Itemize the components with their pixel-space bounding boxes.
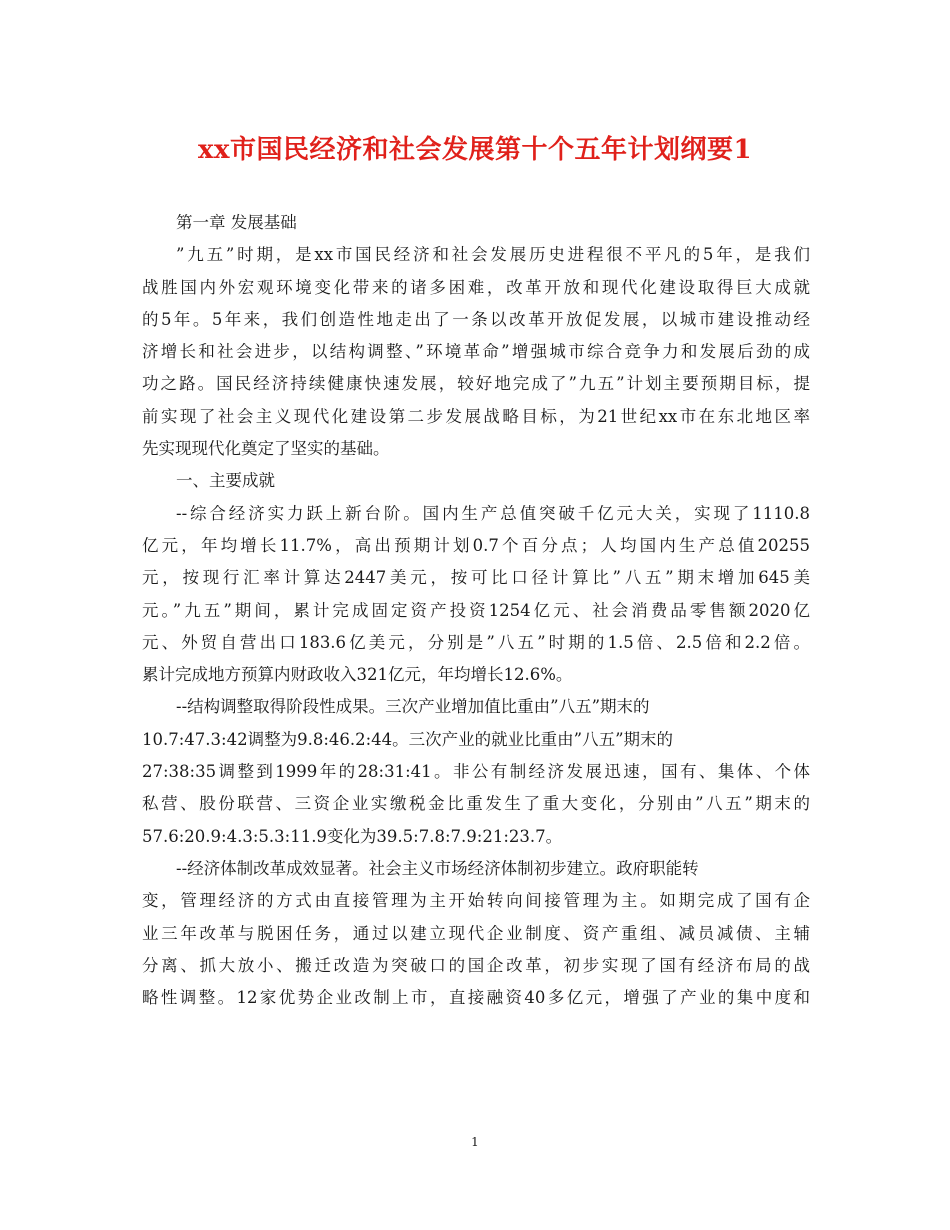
text-line: 元。”九五”期间，累计完成固定资产投资1254亿元、社会消费品零售额2020亿	[142, 600, 810, 620]
text-line: 前实现了社会主义现代化建设第二步发展战略目标，为21世纪xx市在东北地区率	[142, 406, 810, 426]
text-line: --经济体制改革成效显著。社会主义市场经济体制初步建立。政府职能转	[176, 858, 699, 878]
text-line: 业三年改革与脱困任务，通过以建立现代企业制度、资产重组、减员减债、主辅	[142, 923, 810, 943]
text-line: 济增长和社会进步，以结构调整、”环境革命”增强城市综合竞争力和发展后劲的成	[142, 342, 810, 362]
text-line: 57.6:20.9:4.3:5.3:11.9变化为39.5:7.8:7.9:21:23.7。	[142, 826, 563, 846]
text-line: 27:38:35调整到1999年的28:31:41。非公有制经济发展迅速，国有、集体、个体	[142, 762, 810, 782]
text-line: 10.7:47.3:42调整为9.8:46.2:44。三次产业的就业比重由”八五”期末的	[142, 729, 674, 749]
text-line: 私营、股份联营、三资企业实缴税金比重发生了重大变化，分别由”八五”期末的	[142, 794, 810, 814]
text-line: 先实现现代化奠定了坚实的基础。	[142, 439, 390, 459]
text-line: 元、外贸自营出口183.6亿美元，分别是”八五”时期的1.5倍、2.5倍和2.2倍。	[142, 632, 811, 652]
text-line: 战胜国内外宏观环境变化带来的诸多困难，改革开放和现代化建设取得巨大成就	[142, 277, 810, 297]
text-line: 略性调整。12家优势企业改制上市，直接融资40多亿元，增强了产业的集中度和	[142, 988, 810, 1008]
text-line: 元，按现行汇率计算达2447美元，按可比口径计算比”八五”期末增加645美	[142, 568, 810, 588]
text-line: 累计完成地方预算内财政收入321亿元，年均增长12.6%。	[142, 665, 573, 685]
text-line: 变，管理经济的方式由直接管理为主开始转向间接管理为主。如期完成了国有企	[142, 891, 810, 911]
page-number: 1	[471, 1135, 479, 1149]
text-line: 一、主要成就	[176, 471, 275, 491]
text-line: 功之路。国民经济持续健康快速发展，较好地完成了”九五”计划主要预期目标，提	[142, 374, 810, 394]
text-line: ”九五”时期，是xx市国民经济和社会发展历史进程很不平凡的5年，是我们	[176, 245, 810, 265]
document-body	[142, 207, 810, 1014]
text-line: 的5年。5年来，我们创造性地走出了一条以改革开放促发展，以城市建设推动经	[142, 309, 810, 329]
document-title: xx市国民经济和社会发展第十个五年计划纲要1	[197, 135, 753, 165]
text-line: --综合经济实力跃上新台阶。国内生产总值突破千亿元大关，实现了1110.8	[176, 503, 810, 523]
text-line: 第一章 发展基础	[176, 213, 297, 232]
text-line: --结构调整取得阶段性成果。三次产业增加值比重由”八五”期末的	[176, 697, 650, 717]
text-line: 亿元，年均增长11.7%，高出预期计划0.7个百分点；人均国内生产总值20255	[142, 535, 810, 555]
text-line: 分离、抓大放小、搬迁改造为突破口的国企改革，初步实现了国有经济布局的战	[142, 955, 810, 975]
